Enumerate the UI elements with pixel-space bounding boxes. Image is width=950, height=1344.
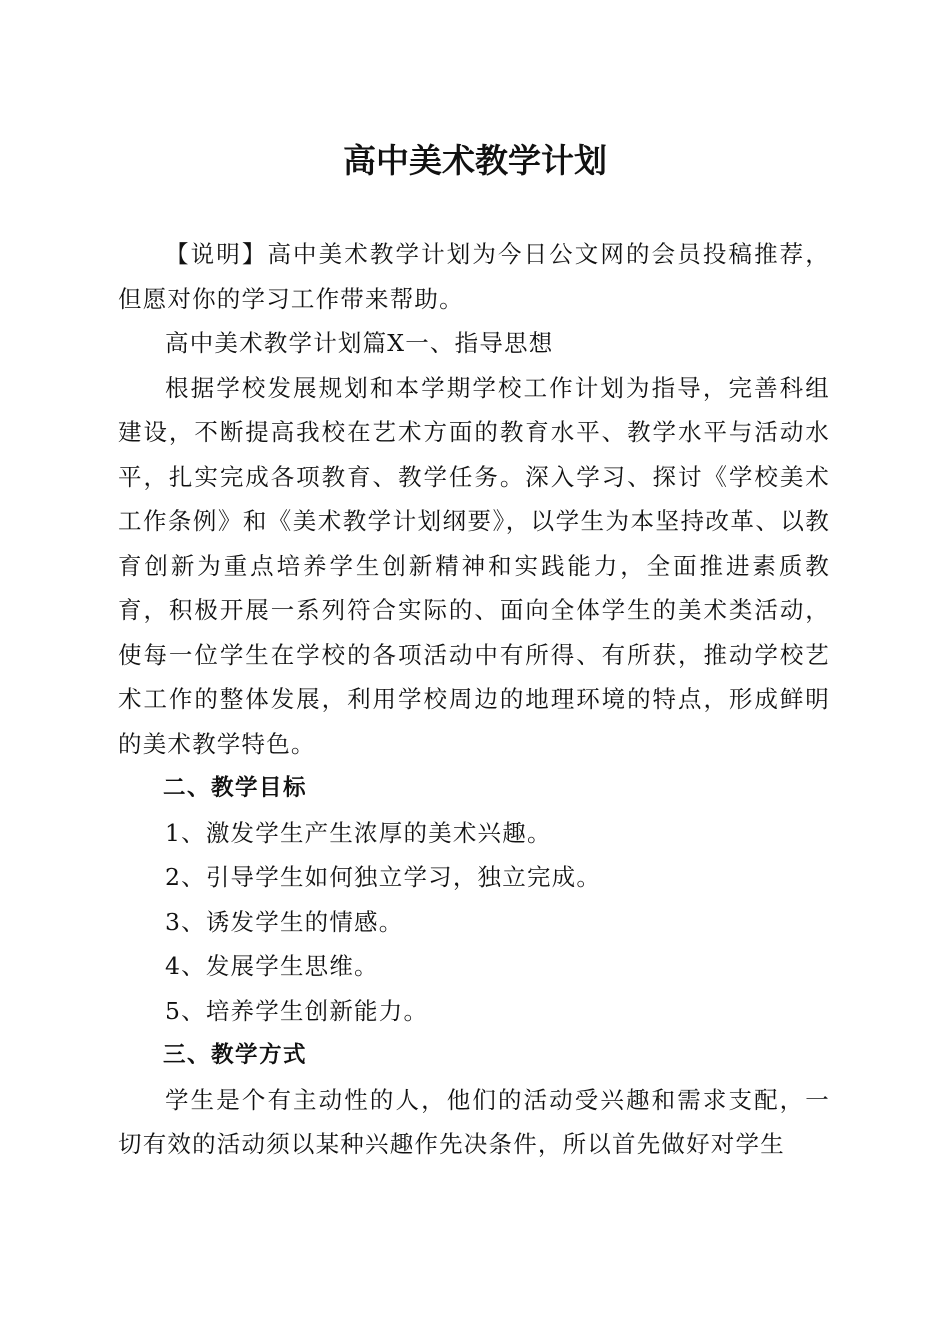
document-title: 高中美术教学计划 [343, 141, 607, 180]
heading-teaching-goals: 二、教学目标 [163, 775, 308, 801]
section-label: 高中美术教学计划篇X一、指导思想 [165, 329, 554, 357]
goal-item: 1、激发学生产生浓厚的美术兴趣。 [165, 818, 552, 847]
goal-item: 4、发展学生思维。 [165, 952, 379, 980]
goal-item: 5、培养学生创新能力。 [165, 996, 429, 1025]
goal-item: 3、诱发学生的情感。 [165, 907, 404, 936]
methods-paragraph: 学生是个有主动性的人，他们的活动受兴趣和需求支配，一切有效的活动须以某种兴趣作先决条件，所以首先做好对学生 [118, 1085, 830, 1158]
goal-item: 2、引导学生如何独立学习，独立完成。 [165, 863, 602, 891]
heading-teaching-methods: 三、教学方式 [163, 1042, 308, 1068]
guiding-paragraph: 根据学校发展规划和本学期学校工作计划为指导，完善科组建设，不断提高我校在艺术方面的教育水平、教学水平与活动水平，扎实完成各项教育、教学任务。深入学习、探讨《学校美术工作条例》和《美术教学计划纲要》，以学生为本坚持改革、以教育创新为重点培养学生创新精神和实践能力，全面推进素质教育，积极开展一系列符合实际的、面向全体学生的美术类活动，使每一位学生在学校的各项活动中有所得、有所获，推动学校艺术工作的整体发展，利用学校周边的地理环境的特点，形成鲜明的美术教学特色。 [118, 373, 830, 758]
document-body [118, 232, 830, 1167]
intro-paragraph: 【说明】高中美术教学计划为今日公文网的会员投稿推荐，但愿对你的学习工作带来帮助。 [118, 240, 830, 313]
